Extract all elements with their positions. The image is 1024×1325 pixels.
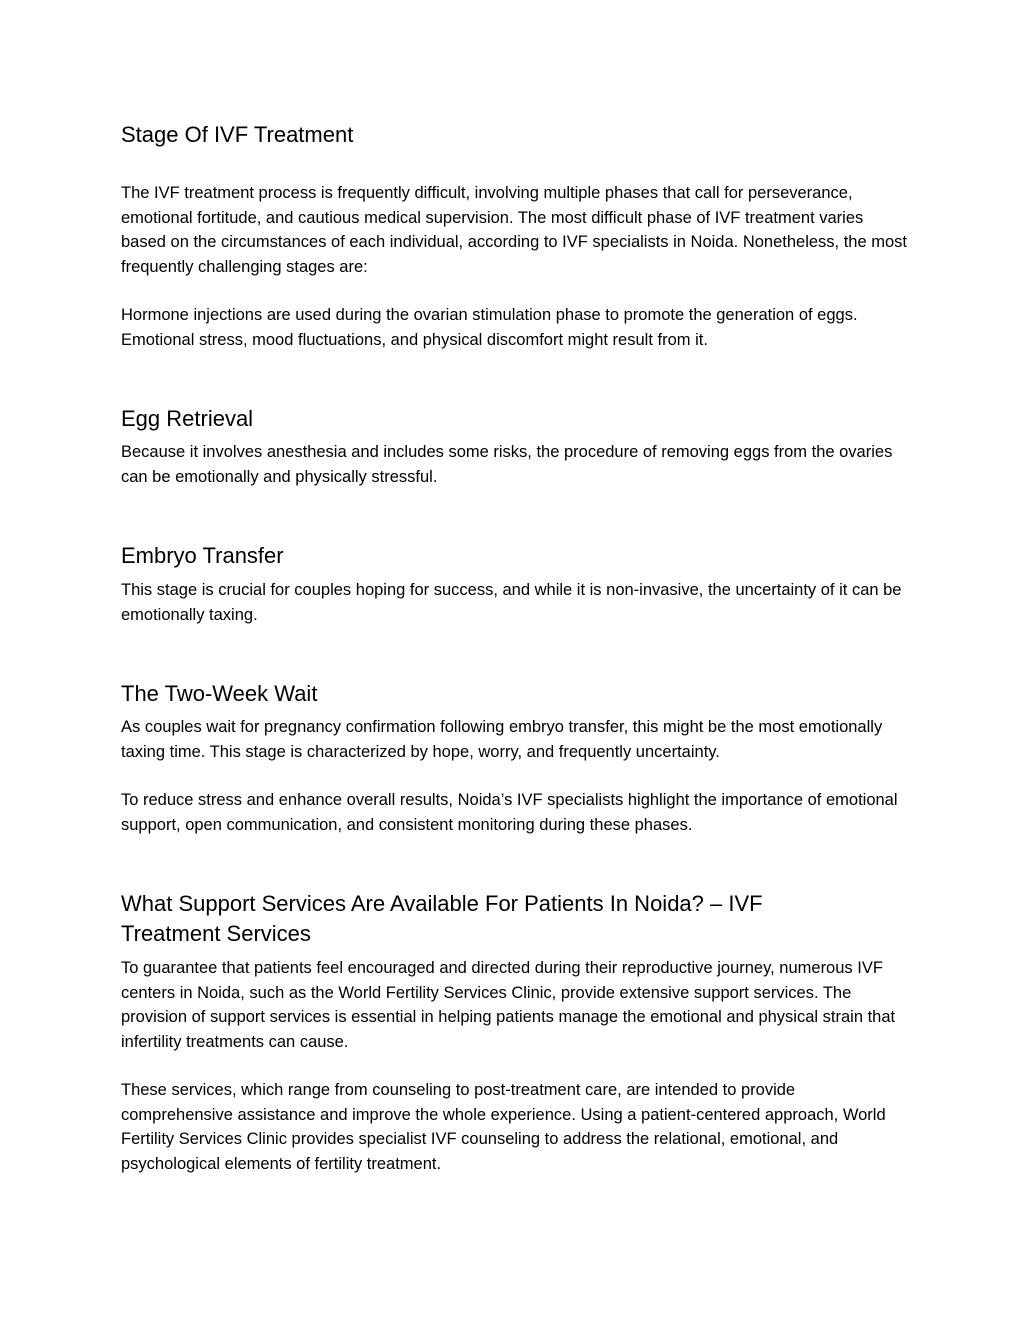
section-paragraph: To guarantee that patients feel encouraged and directed during their reproductive journey, numerous IVF centers in Noida, such as the World Fertility Services Clinic, provide extensive support services. The provision of support services is essential in helping patients manage the emotional and physical strain that infertility treatments can cause. bbox=[121, 959, 896, 1051]
section-heading-two-week-wait: The Two-Week Wait bbox=[121, 681, 318, 706]
section-paragraph: As couples wait for pregnancy confirmation following embryo transfer, this might be the most emotionally taxing time. This stage is characterized by hope, worry, and frequently uncertainty. bbox=[121, 718, 883, 761]
section-heading-stage-of-ivf: Stage Of IVF Treatment bbox=[121, 122, 354, 147]
section-paragraph: This stage is crucial for couples hoping for success, and while it is non-invasive, the uncertainty of it can be emotionally taxing. bbox=[121, 581, 902, 624]
section-paragraph: Because it involves anesthesia and includes some risks, the procedure of removing eggs from the ovaries can be emotionally and physically stressful. bbox=[121, 443, 893, 486]
section-heading-egg-retrieval: Egg Retrieval bbox=[121, 406, 254, 431]
section-paragraph: These services, which range from counseling to post-treatment care, are intended to provide comprehensive assistance and improve the whole experience. Using a patient-centered approach, World Fertility Services Clinic provides specialist IVF counseling to address the relational, emotional, and psychological elements of fertility treatment. bbox=[121, 1081, 886, 1173]
section-heading-support-services: What Support Services Are Available For Patients In Noida? – IVF Treatment Services bbox=[121, 891, 763, 946]
section-paragraph: To reduce stress and enhance overall results, Noida’s IVF specialists highlight the importance of emotional support, open communication, and consistent monitoring during these phases. bbox=[121, 791, 898, 834]
section-heading-embryo-transfer: Embryo Transfer bbox=[121, 543, 284, 568]
section-paragraph: The IVF treatment process is frequently difficult, involving multiple phases that call for perseverance, emotional fortitude, and cautious medical supervision. The most difficult phase of IVF treatment varies based on the circumstances of each individual, according to IVF specialists in Noida. Nonetheless, the most frequently challenging stages are: bbox=[121, 184, 907, 276]
section-paragraph: Hormone injections are used during the ovarian stimulation phase to promote the generation of eggs. Emotional stress, mood fluctuations, and physical discomfort might result from it. bbox=[121, 306, 858, 349]
